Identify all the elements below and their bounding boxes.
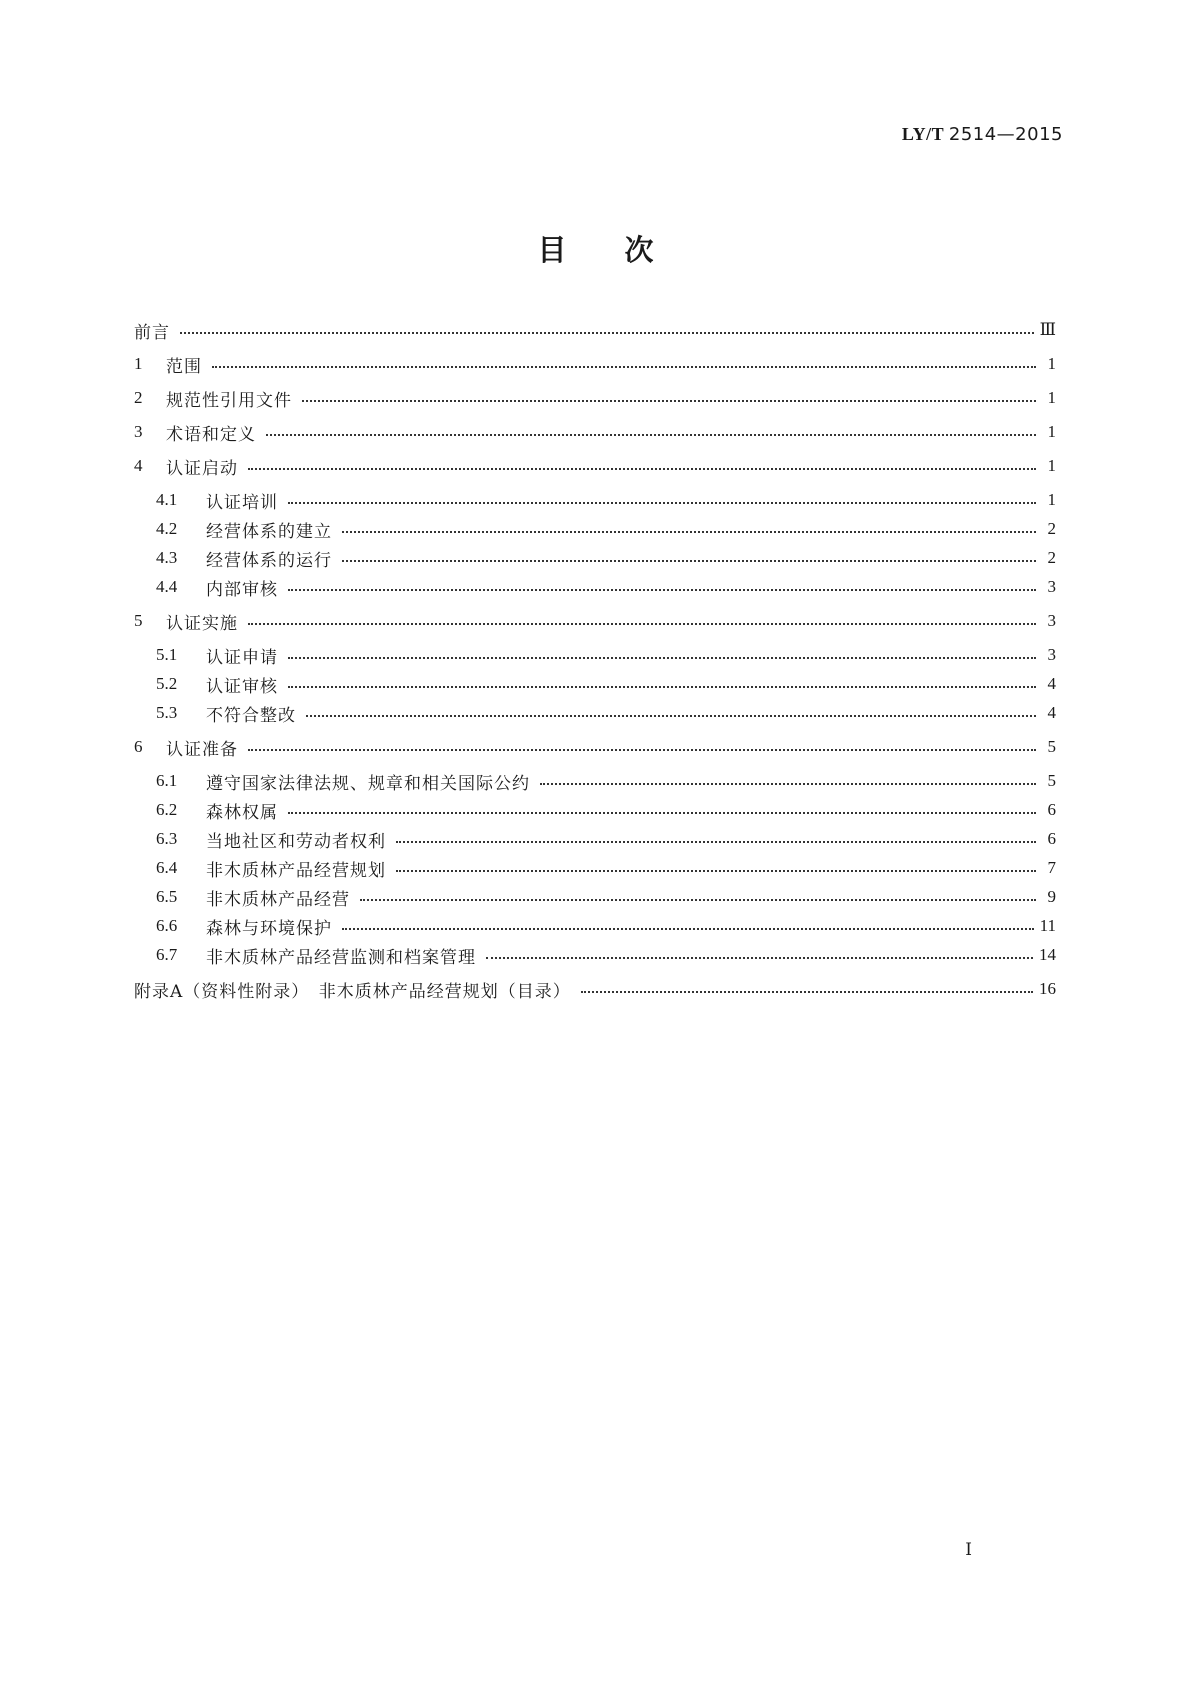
toc-entry-page: 2	[1047, 548, 1056, 567]
document-code	[902, 124, 1063, 145]
toc-entry-number: 6.3	[156, 829, 178, 848]
toc-entry-label: 不符合整改	[206, 705, 296, 726]
toc-leader-dots	[266, 434, 1036, 436]
toc-entry-number: 6.6	[156, 916, 178, 935]
toc-entry-6-6[interactable]	[156, 914, 1056, 938]
toc-entry-page: 1	[1047, 490, 1056, 509]
toc-leader-dots	[342, 531, 1036, 533]
toc-leader-dots	[486, 957, 1033, 959]
toc-entry-6-1[interactable]	[156, 769, 1056, 793]
toc-entry-label: 非木质林产品经营监测和档案管理	[206, 947, 476, 968]
toc-entry-label: 非木质林产品经营规划	[206, 860, 386, 881]
toc-entry-appendix-a[interactable]	[134, 977, 1056, 1001]
toc-leader-dots	[288, 502, 1036, 504]
toc-entry-6-2[interactable]	[156, 798, 1056, 822]
toc-entry-label: 认证申请	[206, 647, 278, 668]
toc-entry-4-1[interactable]	[156, 488, 1056, 512]
toc-entry-label: 森林与环境保护	[206, 918, 332, 939]
toc-entry-number: 4.4	[156, 577, 178, 596]
toc-leader-dots	[248, 468, 1036, 470]
toc-entry-label: 规范性引用文件	[166, 390, 292, 411]
toc-entry-label: 认证审核	[206, 676, 278, 697]
toc-entry-label: 内部审核	[206, 579, 278, 600]
toc-entry-page: 7	[1047, 858, 1056, 877]
toc-entry-5-3[interactable]	[156, 701, 1056, 725]
toc-leader-dots	[248, 623, 1036, 625]
toc-entry-number: 6.4	[156, 858, 178, 877]
toc-leader-dots	[288, 812, 1036, 814]
toc-entry-number: 6	[134, 737, 143, 756]
toc-entry-5-2[interactable]	[156, 672, 1056, 696]
toc-entry-label: 非木质林产品经营	[206, 889, 350, 910]
toc-entry-number: 4.1	[156, 490, 178, 509]
toc-entry-page: 1	[1047, 354, 1056, 373]
toc-entry-label: 森林权属	[206, 802, 278, 823]
toc-entry-page: 2	[1047, 519, 1056, 538]
toc-entry-number: 5	[134, 611, 143, 630]
toc-entry-page: 9	[1047, 887, 1056, 906]
toc-entry-label: 认证实施	[166, 613, 238, 634]
toc-entry-number: 6.1	[156, 771, 178, 790]
toc-entry-page: 4	[1047, 674, 1056, 693]
toc-entry-5-1[interactable]	[156, 643, 1056, 667]
toc-entry-number: 5.2	[156, 674, 178, 693]
toc-entry-2[interactable]	[134, 386, 1056, 410]
toc-entry-label: 前言	[134, 322, 170, 343]
toc-entry-page: 4	[1047, 703, 1056, 722]
toc-entry-page: Ⅲ	[1039, 320, 1056, 339]
toc-leader-dots	[396, 870, 1036, 872]
toc-leader-dots	[212, 366, 1036, 368]
toc-entry-label: 认证准备	[166, 739, 238, 760]
toc-entry-page: 6	[1047, 829, 1056, 848]
document-code-prefix: LY/T	[901, 124, 944, 144]
toc-leader-dots	[288, 589, 1036, 591]
toc-entry-number: 5.1	[156, 645, 178, 664]
toc-entry-number: 2	[134, 388, 143, 407]
toc-leader-dots	[288, 657, 1036, 659]
toc-entry-page: 1	[1047, 388, 1056, 407]
toc-entry-page: 16	[1039, 979, 1056, 998]
toc-entry-number: 6.7	[156, 945, 178, 964]
toc-entry-4-3[interactable]	[156, 546, 1056, 570]
toc-leader-dots	[581, 991, 1033, 993]
toc-entry-4-2[interactable]	[156, 517, 1056, 541]
toc-entry-page: 1	[1047, 456, 1056, 475]
toc-leader-dots	[306, 715, 1036, 717]
toc-entry-number: 4	[134, 456, 143, 475]
toc-entry-label: 经营体系的运行	[206, 550, 332, 571]
toc-entry-6[interactable]	[134, 735, 1056, 759]
toc-entry-6-5[interactable]	[156, 885, 1056, 909]
document-code-number: 2514—2015	[948, 124, 1063, 145]
toc-leader-dots	[288, 686, 1036, 688]
toc-leader-dots	[360, 899, 1036, 901]
toc-leader-dots	[342, 928, 1034, 930]
toc-leader-dots	[180, 332, 1034, 334]
toc-entry-6-4[interactable]	[156, 856, 1056, 880]
toc-leader-dots	[342, 560, 1036, 562]
toc-leader-dots	[540, 783, 1036, 785]
toc-entry-label: 遵守国家法律法规、规章和相关国际公约	[206, 773, 530, 794]
toc-entry-page: 11	[1039, 916, 1056, 935]
toc-entry-5[interactable]	[134, 609, 1056, 633]
toc-entry-3[interactable]	[134, 420, 1056, 444]
toc-entry-label: 认证培训	[206, 492, 278, 513]
toc-entry-page: 5	[1047, 771, 1056, 790]
toc-entry-foreword[interactable]	[134, 318, 1056, 342]
toc-entry-1[interactable]	[134, 352, 1056, 376]
toc-entry-page: 1	[1047, 422, 1056, 441]
toc-entry-label: 术语和定义	[166, 424, 256, 445]
toc-leader-dots	[248, 749, 1036, 751]
toc-entry-number: 6.2	[156, 800, 178, 819]
toc-entry-label: 范围	[166, 356, 202, 377]
toc-entry-number: 4.3	[156, 548, 178, 567]
page-title: 目次	[537, 233, 712, 267]
page-number: Ⅰ	[965, 1540, 972, 1559]
toc-entry-number: 3	[134, 422, 143, 441]
toc-entry-number: 5.3	[156, 703, 178, 722]
toc-entry-page: 14	[1039, 945, 1056, 964]
toc-entry-page: 6	[1047, 800, 1056, 819]
toc-entry-page: 3	[1047, 577, 1056, 596]
toc-entry-number: 4.2	[156, 519, 178, 538]
toc-entry-page: 3	[1047, 611, 1056, 630]
toc-leader-dots	[302, 400, 1036, 402]
toc-entry-label: 经营体系的建立	[206, 521, 332, 542]
toc-entry-number: 1	[134, 354, 143, 373]
toc-entry-page: 3	[1047, 645, 1056, 664]
toc-entry-number: 6.5	[156, 887, 178, 906]
toc-entry-label: 当地社区和劳动者权利	[206, 831, 386, 852]
toc-entry-4[interactable]	[134, 454, 1056, 478]
toc-entry-label: 认证启动	[166, 458, 238, 479]
toc-entry-6-7[interactable]	[156, 943, 1056, 967]
toc-entry-label: 附录A（资料性附录） 非木质林产品经营规划（目录）	[134, 981, 571, 1002]
toc-entry-6-3[interactable]	[156, 827, 1056, 851]
toc-entry-page: 5	[1047, 737, 1056, 756]
toc-leader-dots	[396, 841, 1036, 843]
toc-entry-4-4[interactable]	[156, 575, 1056, 599]
